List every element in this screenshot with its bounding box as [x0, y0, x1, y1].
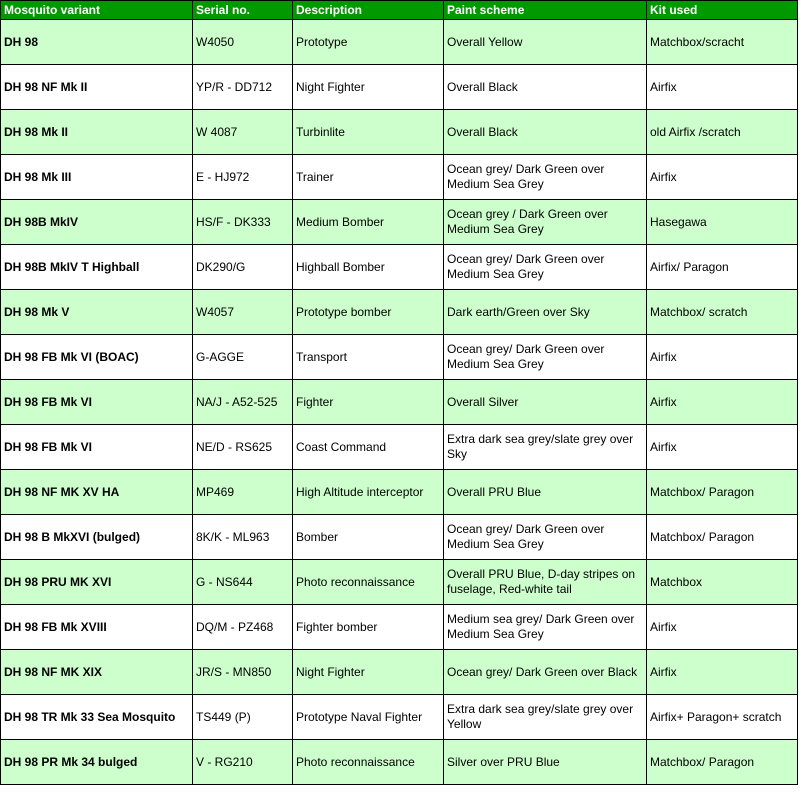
table-row — [1, 470, 798, 515]
table-row — [1, 650, 798, 695]
description-cell: Bomber — [293, 515, 444, 560]
kit-used-cell: old Airfix /scratch — [647, 110, 798, 155]
table-row — [1, 245, 798, 290]
serial-cell: W4050 — [193, 20, 293, 65]
kit-used-cell: Airfix — [647, 605, 798, 650]
description-cell: Prototype Naval Fighter — [293, 695, 444, 740]
variant-cell: DH 98 Mk V — [1, 290, 193, 335]
table-row — [1, 560, 798, 605]
table-body — [1, 20, 798, 785]
table-row — [1, 740, 798, 785]
serial-cell: YP/R - DD712 — [193, 65, 293, 110]
serial-cell: TS449 (P) — [193, 695, 293, 740]
variant-cell: DH 98 Mk III — [1, 155, 193, 200]
paint-scheme-cell: Ocean grey/ Dark Green over Medium Sea Grey — [444, 245, 647, 290]
serial-cell: G-AGGE — [193, 335, 293, 380]
serial-cell: W4057 — [193, 290, 293, 335]
variant-cell: DH 98 PR Mk 34 bulged — [1, 740, 193, 785]
variant-cell: DH 98 NF MK XIX — [1, 650, 193, 695]
variant-cell: DH 98 TR Mk 33 Sea Mosquito — [1, 695, 193, 740]
serial-cell: DK290/G — [193, 245, 293, 290]
table-row — [1, 65, 798, 110]
paint-scheme-cell: Ocean grey / Dark Green over Medium Sea Grey — [444, 200, 647, 245]
table-row — [1, 515, 798, 560]
kit-used-cell: Airfix — [647, 335, 798, 380]
variant-cell: DH 98 NF MK XV HA — [1, 470, 193, 515]
paint-scheme-cell: Overall Black — [444, 110, 647, 155]
header-serial: Serial no. — [193, 1, 293, 20]
description-cell: Fighter bomber — [293, 605, 444, 650]
description-cell: High Altitude interceptor — [293, 470, 444, 515]
kit-used-cell: Matchbox/scracht — [647, 20, 798, 65]
header-kit-used: Kit used — [647, 1, 798, 20]
table-row — [1, 425, 798, 470]
variant-cell: DH 98B MkIV — [1, 200, 193, 245]
kit-used-cell: Airfix/ Paragon — [647, 245, 798, 290]
variant-cell: DH 98 FB Mk VI (BOAC) — [1, 335, 193, 380]
serial-cell: NE/D - RS625 — [193, 425, 293, 470]
variant-cell: DH 98 NF Mk II — [1, 65, 193, 110]
description-cell: Photo reconnaissance — [293, 560, 444, 605]
paint-scheme-cell: Overall Black — [444, 65, 647, 110]
description-cell: Turbinlite — [293, 110, 444, 155]
serial-cell: DQ/M - PZ468 — [193, 605, 293, 650]
description-cell: Trainer — [293, 155, 444, 200]
variant-cell: DH 98 FB Mk VI — [1, 380, 193, 425]
variant-cell: DH 98 B MkXVI (bulged) — [1, 515, 193, 560]
paint-scheme-cell: Overall PRU Blue — [444, 470, 647, 515]
table-row — [1, 335, 798, 380]
serial-cell: W 4087 — [193, 110, 293, 155]
header-description: Description — [293, 1, 444, 20]
serial-cell: MP469 — [193, 470, 293, 515]
table-row — [1, 380, 798, 425]
table-row — [1, 110, 798, 155]
paint-scheme-cell: Overall Silver — [444, 380, 647, 425]
description-cell: Transport — [293, 335, 444, 380]
description-cell: Highball Bomber — [293, 245, 444, 290]
table-row — [1, 155, 798, 200]
kit-used-cell: Matchbox/ scratch — [647, 290, 798, 335]
table-row — [1, 695, 798, 740]
header-paint-scheme: Paint scheme — [444, 1, 647, 20]
kit-used-cell: Airfix — [647, 425, 798, 470]
table-header — [1, 1, 798, 20]
paint-scheme-cell: Ocean grey/ Dark Green over Black — [444, 650, 647, 695]
kit-used-cell: Matchbox — [647, 560, 798, 605]
description-cell: Fighter — [293, 380, 444, 425]
paint-scheme-cell: Ocean grey/ Dark Green over Medium Sea Grey — [444, 335, 647, 380]
table-row — [1, 605, 798, 650]
variant-cell: DH 98 PRU MK XVI — [1, 560, 193, 605]
kit-used-cell: Airfix — [647, 155, 798, 200]
kit-used-cell: Airfix — [647, 650, 798, 695]
kit-used-cell: Airfix+ Paragon+ scratch — [647, 695, 798, 740]
variant-cell: DH 98 FB Mk VI — [1, 425, 193, 470]
paint-scheme-cell: Extra dark sea grey/slate grey over Sky — [444, 425, 647, 470]
header-variant: Mosquito variant — [1, 1, 193, 20]
variant-cell: DH 98 FB Mk XVIII — [1, 605, 193, 650]
paint-scheme-cell: Ocean grey/ Dark Green over Medium Sea Grey — [444, 155, 647, 200]
serial-cell: JR/S - MN850 — [193, 650, 293, 695]
serial-cell: G - NS644 — [193, 560, 293, 605]
serial-cell: HS/F - DK333 — [193, 200, 293, 245]
serial-cell: NA/J - A52-525 — [193, 380, 293, 425]
variant-cell: DH 98B MkIV T Highball — [1, 245, 193, 290]
paint-scheme-cell: Medium sea grey/ Dark Green over Medium Sea Grey — [444, 605, 647, 650]
table-row — [1, 20, 798, 65]
table-row — [1, 290, 798, 335]
paint-scheme-cell: Dark earth/Green over Sky — [444, 290, 647, 335]
description-cell: Night Fighter — [293, 65, 444, 110]
description-cell: Medium Bomber — [293, 200, 444, 245]
paint-scheme-cell: Extra dark sea grey/slate grey over Yellow — [444, 695, 647, 740]
kit-used-cell: Matchbox/ Paragon — [647, 515, 798, 560]
table-row — [1, 200, 798, 245]
variant-cell: DH 98 Mk II — [1, 110, 193, 155]
description-cell: Prototype — [293, 20, 444, 65]
description-cell: Night Fighter — [293, 650, 444, 695]
kit-used-cell: Airfix — [647, 380, 798, 425]
kit-used-cell: Matchbox/ Paragon — [647, 740, 798, 785]
variant-cell: DH 98 — [1, 20, 193, 65]
serial-cell: E - HJ972 — [193, 155, 293, 200]
description-cell: Photo reconnaissance — [293, 740, 444, 785]
paint-scheme-cell: Silver over PRU Blue — [444, 740, 647, 785]
serial-cell: V - RG210 — [193, 740, 293, 785]
paint-scheme-cell: Overall Yellow — [444, 20, 647, 65]
description-cell: Prototype bomber — [293, 290, 444, 335]
description-cell: Coast Command — [293, 425, 444, 470]
serial-cell: 8K/K - ML963 — [193, 515, 293, 560]
paint-scheme-cell: Ocean grey/ Dark Green over Medium Sea Grey — [444, 515, 647, 560]
paint-scheme-cell: Overall PRU Blue, D-day stripes on fuselage, Red-white tail — [444, 560, 647, 605]
header-row — [1, 1, 798, 20]
kit-used-cell: Airfix — [647, 65, 798, 110]
kit-used-cell: Matchbox/ Paragon — [647, 470, 798, 515]
kit-used-cell: Hasegawa — [647, 200, 798, 245]
